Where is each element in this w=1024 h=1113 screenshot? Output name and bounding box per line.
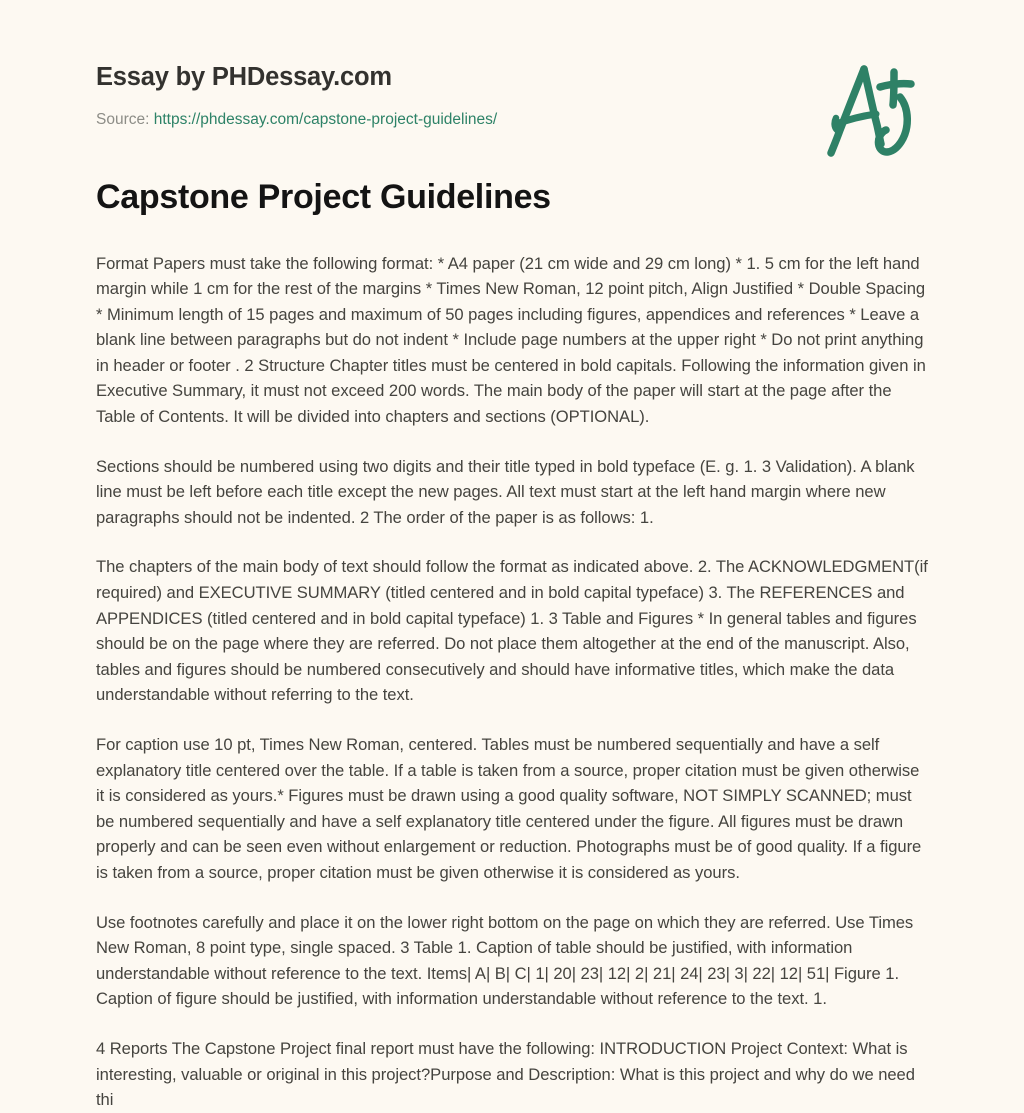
article-body	[0, 219, 1024, 1113]
source-line	[96, 110, 928, 130]
body-paragraph: Format Papers must take the following format: * A4 paper (21 cm wide and 29 cm long) * 1. 5 cm for the left hand margin while 1 cm for the rest of the margins * Times New Roman, 12 point pitch, Align Justified * Double Spacing * Minimum length of 15 pages and maximum of 50 pages including figures, appendices and references * Leave a blank line between paragraphs but do not indent * Include page numbers at the upper right * Do not print anything in header or footer . 2 Structure Chapter titles must be centered in bold capitals. Following the information given in Executive Summary, it must not exceed 200 words. The main body of the paper will start at the page after the Table of Contents. It will be divided into chapters and sections (OPTIONAL).	[96, 253, 926, 427]
page-header	[0, 0, 1024, 176]
brand-title: Essay by PHDessay.com	[96, 63, 392, 91]
source-label: Source:	[96, 110, 150, 128]
body-paragraph: For caption use 10 pt, Times New Roman, centered. Tables must be numbered sequentially and have a self explanatory title centered over the table. If a table is taken from a source, proper citation must be given otherwise it is considered as yours.* Figures must be drawn using a good quality software, NOT SIMPLY SCANNED; must be numbered sequentially and have a self explanatory title centered under the figure. All figures must be drawn properly and can be seen even without enlargement or reduction. Photographs must be of good quality. If a figure is taken from a source, proper citation must be given otherwise it is considered as yours.	[96, 735, 922, 882]
body-paragraph: Use footnotes carefully and place it on the lower right bottom on the page on which they are referred. Use Times New Roman, 8 point type, single spaced. 3 Table 1. Caption of table should be justified, with information understandable without reference to the text. Items| A| B| C| 1| 20| 23| 12| 2| 21| 24| 23| 3| 22| 12| 51| Figure 1. Caption of figure should be justified, with information understandable without reference to the text. 1.	[96, 912, 914, 1009]
body-paragraph: 4 Reports The Capstone Project final report must have the following: INTRODUCTION Project Context: What is interesting, valuable or original in this project?Purpose and Description: What is this project and why do we need thi	[96, 1038, 915, 1110]
body-paragraph: Sections should be numbered using two digits and their title typed in bold typeface (E. g. 1. 3 Validation). A blank line must be left before each title except the new pages. All text must start at the left hand margin where new paragraphs should not be indented. 2 The order of the paper is as follows: 1.	[96, 456, 915, 527]
page-title: Capstone Project Guidelines	[96, 178, 551, 216]
source-url-link[interactable]: https://phdessay.com/capstone-project-guidelines/	[153, 110, 498, 128]
aplus-logo-icon	[814, 56, 926, 168]
body-paragraph: The chapters of the main body of text should follow the format as indicated above. 2. The ACKNOWLEDGMENT(if required) and EXECUTIVE SUMMARY (titled centered and in bold capital typeface) 3. The REFERENCES and APPENDICES (titled centered and in bold capital typeface) 1. 3 Table and Figures * In general tables and figures should be on the page where they are referred. Do not place them altogether at the end of the manuscript. Also, tables and figures should be numbered consecutively and should have informative titles, which make the data understandable without referring to the text.	[96, 557, 928, 705]
